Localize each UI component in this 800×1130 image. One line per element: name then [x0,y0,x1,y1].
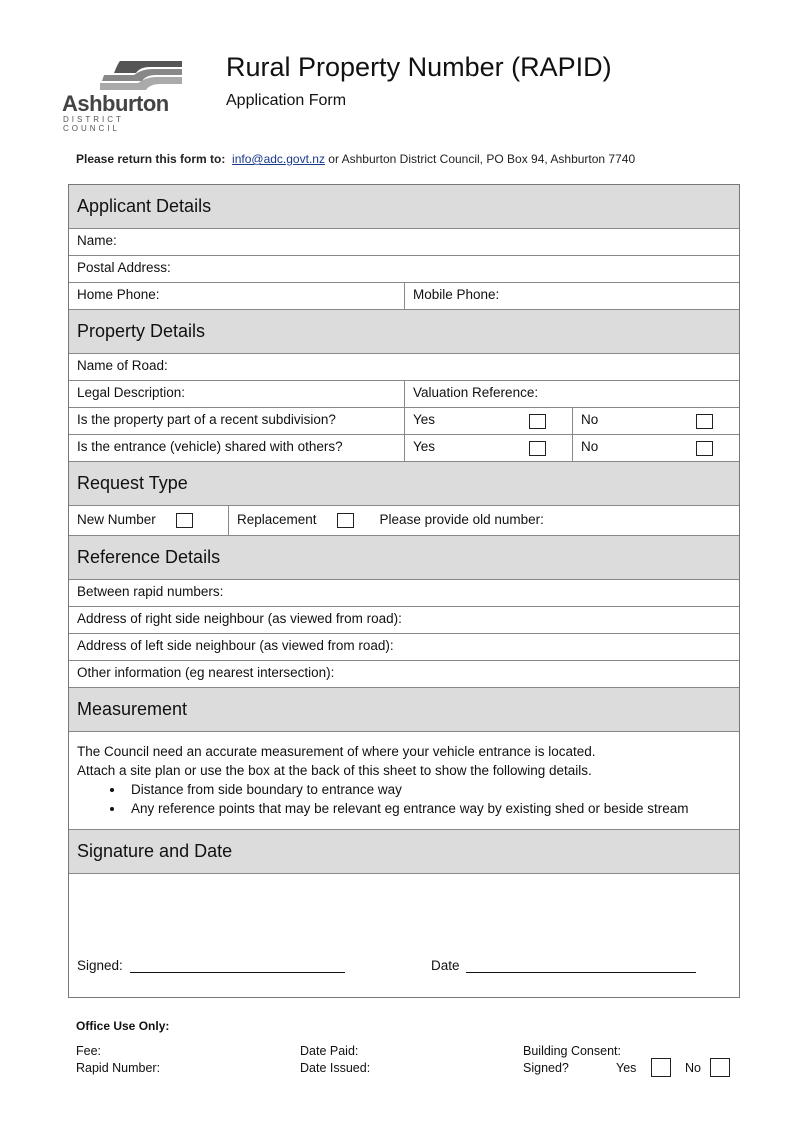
date-field[interactable] [431,958,696,973]
page-title: Rural Property Number (RAPID) [226,52,612,82]
signed-field[interactable] [77,958,345,973]
logo-name: Ashburton [62,91,169,116]
measurement-bullets [77,780,731,818]
date-issued-label: Date Issued: [300,1061,371,1075]
subdivision-question: Is the property part of a recent subdivision? [69,408,405,434]
right-neighbour-row[interactable] [69,607,739,634]
shared-yes-checkbox[interactable] [529,441,546,456]
replacement-checkbox[interactable] [337,513,354,528]
shared-entrance-question: Is the entrance (vehicle) shared with others? [69,435,405,461]
right-neighbour-field[interactable]: Address of right side neighbour (as viewed from road): [77,611,402,626]
replacement-cell [229,506,739,535]
application-form [68,184,740,998]
office-col-3 [523,1043,743,1077]
road-name-field[interactable]: Name of Road: [77,358,168,373]
signed-label: Signed: [77,958,123,973]
other-information-field[interactable]: Other information (eg nearest intersection): [77,665,335,680]
section-header-applicant: Applicant Details [69,185,739,229]
name-field[interactable]: Name: [77,233,117,248]
office-signed-no-checkbox[interactable] [710,1058,730,1077]
office-signed-yes-checkbox[interactable] [651,1058,671,1077]
signed-row [523,1060,743,1077]
section-header-measurement: Measurement [69,688,739,732]
yes-label: Yes [413,412,436,427]
mobile-phone-field[interactable]: Mobile Phone: [413,287,500,302]
bullet-item: • Distance from side boundary to entrance way [125,780,731,799]
subdivision-no-cell [573,408,739,434]
office-col-1 [76,1043,160,1077]
shared-no-cell [573,435,739,461]
no-label: No [581,439,599,454]
office-use-title: Office Use Only: [76,1019,170,1033]
bullet-item: • Any reference points that may be relevant eg entrance way by existing shed or beside stream [125,799,731,818]
old-number-field[interactable]: Please provide old number: [379,512,544,527]
signed-question: Signed? [523,1061,569,1075]
other-info-row[interactable] [69,661,739,688]
subdivision-yes-checkbox[interactable] [529,414,546,429]
section-header-signature: Signature and Date [69,830,739,874]
subdivision-no-checkbox[interactable] [696,414,713,429]
shared-no-checkbox[interactable] [696,441,713,456]
date-label: Date [431,958,460,973]
subdivision-yes-cell [405,408,573,434]
home-phone-field[interactable]: Home Phone: [69,283,405,309]
rapid-number-label: Rapid Number: [76,1061,161,1075]
signature-line[interactable] [130,958,345,973]
left-neighbour-row[interactable] [69,634,739,661]
office-no-label: No [685,1061,701,1075]
signature-area [69,874,739,997]
office-yes-label: Yes [616,1061,637,1075]
between-rapid-numbers-field[interactable]: Between rapid numbers: [77,584,224,599]
shared-entrance-row [69,435,739,462]
legal-description-field[interactable]: Legal Description: [69,381,405,407]
date-paid-label: Date Paid: [300,1044,359,1058]
no-label: No [581,412,599,427]
legal-row [69,381,739,408]
postal-row[interactable] [69,256,739,283]
section-header-reference: Reference Details [69,536,739,580]
measurement-line-2: Attach a site plan or use the box at the back of this sheet to show the following details. [77,763,592,778]
section-header-property: Property Details [69,310,739,354]
new-number-checkbox[interactable] [176,513,193,528]
request-type-row [69,506,739,536]
waves-logo-icon [100,57,182,93]
new-number-cell [69,506,229,535]
measurement-instructions [69,732,739,830]
fee-label: Fee: [76,1044,102,1058]
office-col-2 [300,1043,370,1077]
return-instructions [76,152,635,166]
subdivision-row [69,408,739,435]
between-row[interactable] [69,580,739,607]
date-line[interactable] [466,958,696,973]
measurement-line-1: The Council need an accurate measurement of where your vehicle entrance is located. [77,744,596,759]
shared-yes-cell [405,435,573,461]
valuation-reference-field[interactable]: Valuation Reference: [413,385,539,400]
logo-subtitle: DISTRICT COUNCIL [63,115,124,133]
left-neighbour-field[interactable]: Address of left side neighbour (as viewed from road): [77,638,394,653]
postal-address-field[interactable]: Postal Address: [77,260,171,275]
yes-label: Yes [413,439,436,454]
building-consent-label: Building Consent: [523,1044,621,1058]
road-row[interactable] [69,354,739,381]
return-label: Please return this form to: [76,152,226,166]
phone-row [69,283,739,310]
return-address: or Ashburton District Council, PO Box 94, Ashburton 7740 [324,152,636,166]
new-number-label: New Number [77,512,156,527]
replacement-label: Replacement [237,512,317,527]
council-logo [62,55,184,133]
name-row[interactable] [69,229,739,256]
section-header-request: Request Type [69,462,739,506]
email-link[interactable]: info@adc.govt.nz [232,152,325,166]
page-subtitle: Application Form [226,92,347,109]
